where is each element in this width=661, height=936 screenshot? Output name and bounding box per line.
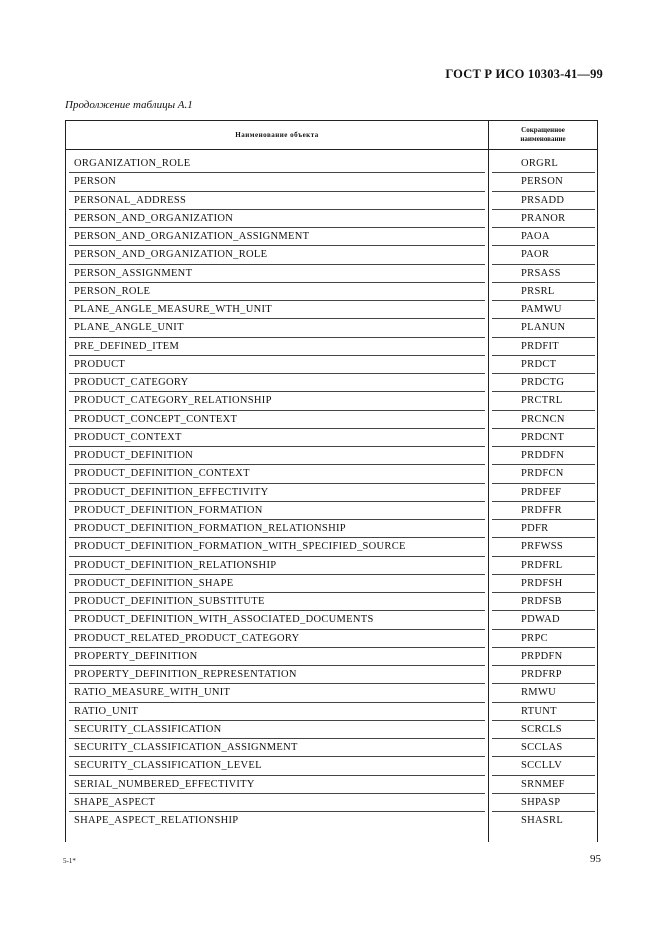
table-row	[66, 283, 597, 301]
table-body	[66, 155, 597, 830]
abbreviation-cell: PERSON	[521, 176, 564, 188]
abbreviation-cell: ORGRL	[521, 158, 559, 169]
table-row	[66, 338, 597, 356]
table-row	[66, 447, 597, 465]
object-name-cell: SERIAL_NUMBERED_EFFECTIVITY	[74, 778, 255, 790]
abbreviation-cell: PRDFIT	[521, 340, 559, 352]
abbreviation-cell: SCRCLS	[521, 723, 562, 735]
abbreviation-cell: PRDFFR	[521, 504, 562, 516]
abbreviation-cell: PRSADD	[521, 194, 565, 206]
object-name-cell: PROPERTY_DEFINITION	[74, 650, 198, 662]
table-row	[66, 429, 597, 447]
abbreviation-cell: SRNMEF	[521, 778, 565, 790]
header-separator	[66, 149, 597, 150]
object-name-cell: PRE_DEFINED_ITEM	[74, 340, 180, 352]
abbreviation-cell: SHPASP	[521, 796, 561, 808]
abbreviation-cell: RTUNT	[521, 705, 557, 717]
table-row	[66, 757, 597, 775]
table-row	[66, 210, 597, 228]
table-row	[66, 374, 597, 392]
header-object-name: Наименование объекта	[235, 131, 319, 139]
object-name-cell: PRODUCT_DEFINITION_FORMATION_RELATIONSHIP	[74, 523, 346, 534]
table-row	[66, 173, 597, 191]
table-row	[66, 502, 597, 520]
page-number: 95	[590, 853, 601, 865]
table-row	[66, 666, 597, 684]
abbreviation-cell: PDWAD	[521, 614, 560, 626]
abbreviation-cell: PRANOR	[521, 212, 566, 224]
object-name-cell: PRODUCT_DEFINITION_EFFECTIVITY	[74, 486, 269, 498]
object-name-cell: PRODUCT_DEFINITION_SHAPE	[74, 577, 234, 589]
table-row	[66, 575, 597, 593]
abbreviation-cell: PAOR	[521, 249, 550, 261]
abbreviation-cell: PRDFCN	[521, 468, 564, 480]
abbreviation-cell: PRDCNT	[521, 431, 565, 443]
table-row	[66, 484, 597, 502]
abbreviation-cell: PRCTRL	[521, 395, 563, 407]
object-name-cell: PRODUCT_DEFINITION_FORMATION_WITH_SPECIFIED_SOURCE	[74, 541, 406, 553]
abbreviation-table	[65, 120, 598, 842]
object-name-cell: PERSONAL_ADDRESS	[74, 194, 187, 206]
abbreviation-cell: PAOA	[521, 231, 550, 242]
table-row	[66, 356, 597, 374]
table-row	[66, 611, 597, 629]
table-row	[66, 319, 597, 337]
object-name-cell: PERSON_ASSIGNMENT	[74, 267, 193, 279]
object-name-cell: PRODUCT_CONTEXT	[74, 431, 182, 443]
table-row	[66, 155, 597, 173]
abbreviation-cell: PRDFSH	[521, 577, 563, 589]
table-continuation-caption: Продолжение таблицы А.1	[65, 99, 193, 111]
table-row	[66, 630, 597, 648]
object-name-cell: PRODUCT_DEFINITION	[74, 450, 194, 461]
table-row	[66, 557, 597, 575]
object-name-cell: SHAPE_ASPECT_RELATIONSHIP	[74, 815, 239, 826]
abbreviation-cell: PRDFRP	[521, 669, 562, 680]
abbreviation-cell: PRSRL	[521, 285, 555, 297]
abbreviation-cell: SHASRL	[521, 815, 564, 826]
table-row	[66, 192, 597, 210]
object-name-cell: RATIO_UNIT	[74, 705, 139, 717]
abbreviation-cell: PLANUN	[521, 322, 566, 334]
object-name-cell: SECURITY_CLASSIFICATION_ASSIGNMENT	[74, 742, 298, 753]
abbreviation-cell: SCCLLV	[521, 760, 563, 772]
table-row	[66, 794, 597, 812]
abbreviation-cell: PRDCTG	[521, 377, 565, 388]
table-row	[66, 776, 597, 794]
abbreviation-cell: PDFR	[521, 523, 549, 534]
table-row	[66, 465, 597, 483]
table-row	[66, 739, 597, 757]
object-name-cell: PRODUCT_DEFINITION_WITH_ASSOCIATED_DOCUMENTS	[74, 614, 374, 626]
table-row	[66, 648, 597, 666]
object-name-cell: PRODUCT_CATEGORY_RELATIONSHIP	[74, 395, 272, 407]
object-name-cell: PRODUCT_DEFINITION_FORMATION	[74, 504, 263, 516]
table-row	[66, 246, 597, 264]
object-name-cell: RATIO_MEASURE_WITH_UNIT	[74, 687, 231, 699]
object-name-cell: SECURITY_CLASSIFICATION_LEVEL	[74, 760, 262, 772]
object-name-cell: PRODUCT	[74, 358, 126, 370]
object-name-cell: PLANE_ANGLE_UNIT	[74, 322, 184, 334]
object-name-cell: PERSON	[74, 176, 117, 188]
table-row	[66, 721, 597, 739]
abbreviation-cell: RMWU	[521, 687, 557, 699]
abbreviation-cell: PRSASS	[521, 267, 561, 279]
abbreviation-cell: PRDFRL	[521, 559, 563, 571]
abbreviation-cell: SCCLAS	[521, 742, 563, 753]
abbreviation-cell: PAMWU	[521, 304, 562, 315]
object-name-cell: PRODUCT_DEFINITION_RELATIONSHIP	[74, 559, 277, 571]
abbreviation-cell: PRFWSS	[521, 541, 564, 553]
table-row	[66, 812, 597, 830]
object-name-cell: PRODUCT_DEFINITION_CONTEXT	[74, 468, 250, 480]
abbreviation-cell: PRPDFN	[521, 650, 563, 662]
object-name-cell: PERSON_AND_ORGANIZATION	[74, 212, 234, 224]
table-row	[66, 538, 597, 556]
table-row	[66, 265, 597, 283]
standard-designation: ГОСТ Р ИСО 10303-41—99	[445, 67, 603, 81]
abbreviation-cell: PRDCT	[521, 358, 557, 370]
object-name-cell: PERSON_AND_ORGANIZATION_ROLE	[74, 249, 268, 261]
abbreviation-cell: PRDFEF	[521, 486, 562, 498]
abbreviation-cell: PRDDFN	[521, 450, 565, 461]
table-row	[66, 301, 597, 319]
table-row	[66, 392, 597, 410]
table-row	[66, 228, 597, 246]
object-name-cell: PRODUCT_CONCEPT_CONTEXT	[74, 413, 238, 425]
object-name-cell: PERSON_AND_ORGANIZATION_ASSIGNMENT	[74, 231, 310, 242]
table-row	[66, 593, 597, 611]
object-name-cell: PLANE_ANGLE_MEASURE_WTH_UNIT	[74, 304, 272, 315]
abbreviation-cell: PRCNCN	[521, 413, 565, 425]
table-row	[66, 411, 597, 429]
object-name-cell: PRODUCT_DEFINITION_SUBSTITUTE	[74, 596, 265, 607]
table-row	[66, 703, 597, 721]
object-name-cell: ORGANIZATION_ROLE	[74, 158, 191, 169]
object-name-cell: PROPERTY_DEFINITION_REPRESENTATION	[74, 669, 297, 680]
table-row	[66, 684, 597, 702]
object-name-cell: PRODUCT_RELATED_PRODUCT_CATEGORY	[74, 632, 300, 644]
abbreviation-cell: PRDFSB	[521, 596, 562, 607]
object-name-cell: SHAPE_ASPECT	[74, 796, 156, 808]
abbreviation-cell: PRPC	[521, 632, 548, 644]
sheet-signature: 5-1*	[63, 857, 76, 865]
header-abbreviation-line1: Сокращенное	[521, 126, 565, 134]
object-name-cell: SECURITY_CLASSIFICATION	[74, 723, 222, 735]
header-abbreviation-line2: наименование	[520, 135, 566, 143]
object-name-cell: PRODUCT_CATEGORY	[74, 377, 189, 388]
header-abbreviation	[489, 121, 597, 149]
table-row	[66, 520, 597, 538]
object-name-cell: PERSON_ROLE	[74, 285, 151, 297]
